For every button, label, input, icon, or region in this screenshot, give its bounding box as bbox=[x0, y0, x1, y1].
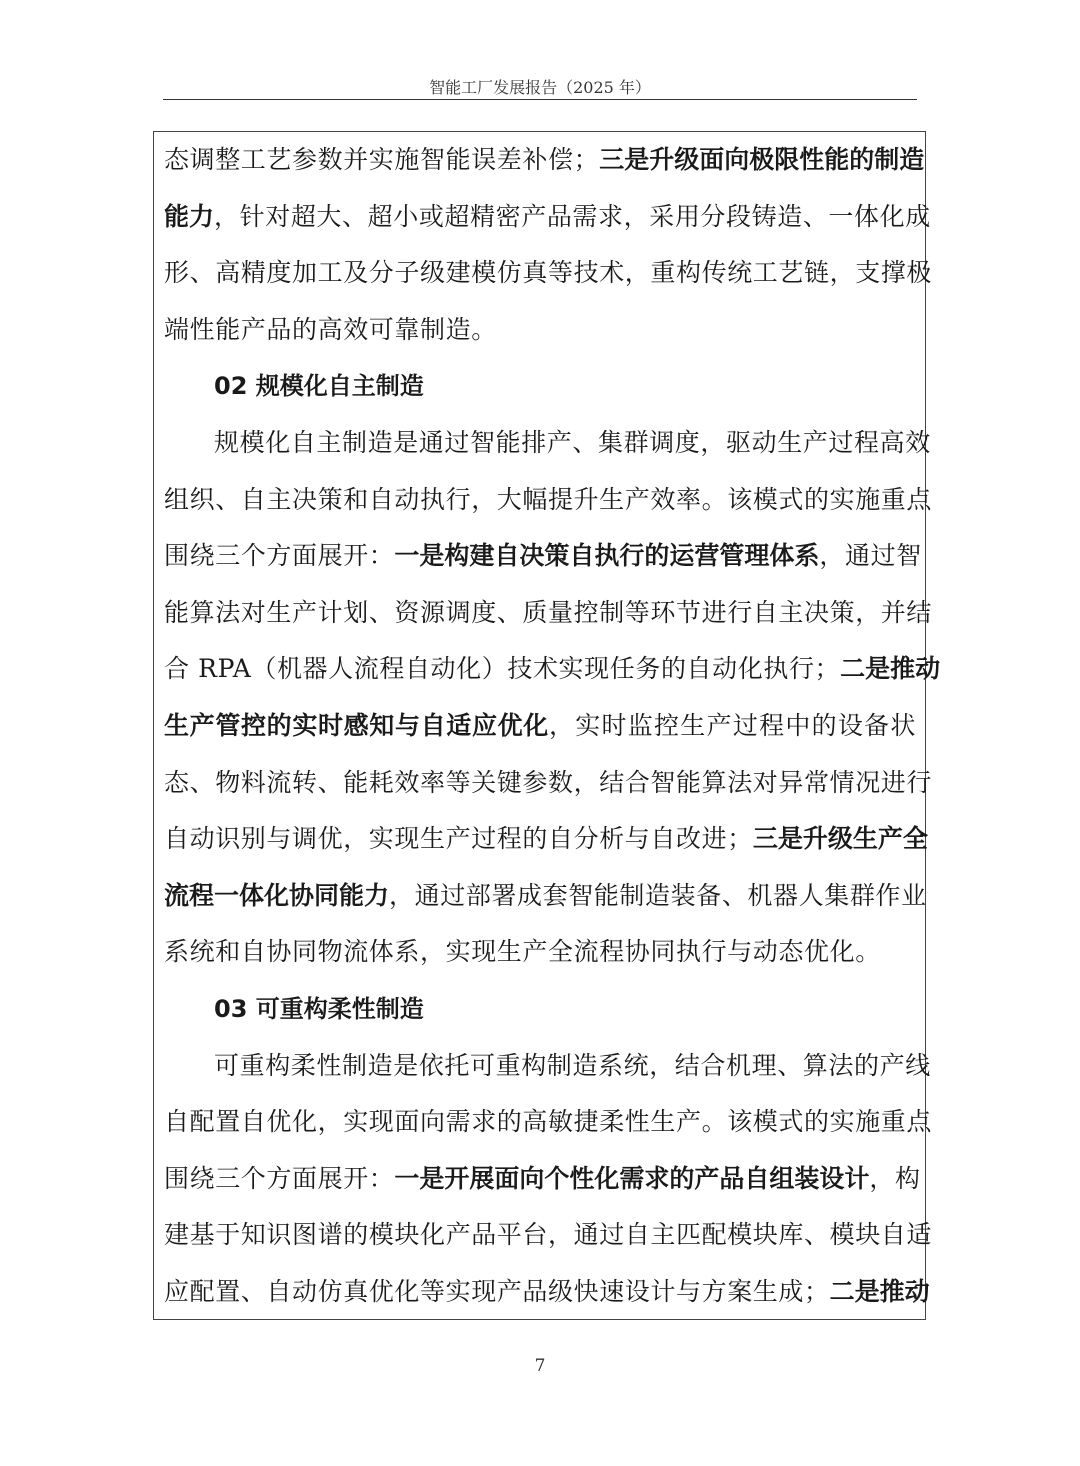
text-run: 应配置、自动仿真优化等实现产品级快速设计与方案生成； bbox=[164, 1276, 830, 1306]
paragraph-extreme-performance bbox=[164, 132, 933, 358]
text-line bbox=[164, 189, 931, 246]
text-run: ，通过部署成套智能制造装备、机器人集群作业 bbox=[389, 880, 927, 910]
header-rule bbox=[163, 99, 917, 100]
running-header: 智能工厂发展报告（2025 年） bbox=[429, 78, 651, 97]
bold-text: 流程一体化协同能力 bbox=[164, 880, 390, 910]
bold-text: 二是推动 bbox=[829, 1276, 930, 1306]
text-line bbox=[164, 641, 941, 698]
page-number: 7 bbox=[534, 1356, 546, 1376]
text-run: 端性能产品的高效可靠制造。 bbox=[164, 314, 497, 344]
text-run: 态调整工艺参数并实施智能误差补偿； bbox=[164, 145, 600, 174]
text-line bbox=[164, 1151, 921, 1208]
text-line bbox=[164, 868, 927, 925]
text-run: ，构 bbox=[869, 1163, 921, 1193]
bold-text: 三是升级生产全 bbox=[752, 824, 928, 854]
text-line bbox=[164, 698, 916, 755]
section-heading-02: 02 规模化自主制造 bbox=[214, 372, 424, 401]
text-line bbox=[164, 755, 933, 812]
bold-text: 能力 bbox=[164, 201, 215, 231]
text-run: 围绕三个方面展开： bbox=[164, 541, 395, 571]
text-line bbox=[164, 415, 931, 472]
bold-text: 一是构建自决策自执行的运营管理体系 bbox=[394, 541, 820, 571]
text-run: 能算法对生产计划、资源调度、质量控制等环节进行自主决策，并结 bbox=[164, 597, 933, 627]
section-heading-03: 03 可重构柔性制造 bbox=[214, 994, 424, 1023]
bold-text: 一是开展面向个性化需求的产品自组装设计 bbox=[394, 1163, 870, 1193]
text-line bbox=[164, 585, 933, 642]
text-line bbox=[164, 1264, 930, 1321]
paragraph-scale-autonomous bbox=[164, 415, 941, 981]
text-line bbox=[164, 924, 916, 981]
text-run: ，针对超大、超小或超精密产品需求，采用分段铸造、一体化成 bbox=[214, 201, 931, 231]
text-run: 建基于知识图谱的模块化产品平台，通过自主匹配模块库、模块自适 bbox=[164, 1220, 933, 1250]
text-run: 组织、自主决策和自动执行，大幅提升生产效率。该模式的实施重点 bbox=[164, 484, 933, 514]
text-run: 规模化自主制造是通过智能排产、集群调度，驱动生产过程高效 bbox=[214, 427, 931, 457]
text-run: 可重构柔性制造是依托可重构制造系统，结合机理、算法的产线 bbox=[214, 1050, 931, 1080]
text-line bbox=[164, 1207, 933, 1264]
text-run: 自动识别与调优，实现生产过程的自分析与自改进； bbox=[164, 824, 753, 854]
text-run: ，通过智 bbox=[819, 541, 922, 571]
text-line bbox=[164, 1038, 931, 1095]
text-run: 形、高精度加工及分子级建模仿真等技术，重构传统工艺链，支撑极 bbox=[164, 258, 933, 288]
bold-text: 三是升级面向极限性能的制造 bbox=[599, 145, 925, 174]
text-line bbox=[164, 811, 928, 868]
bold-text: 生产管控的实时感知与自适应优化 bbox=[164, 710, 549, 740]
content-body bbox=[164, 132, 941, 1320]
text-run: 自配置自优化，实现面向需求的高敏捷柔性生产。该模式的实施重点 bbox=[164, 1107, 933, 1137]
text-run: 围绕三个方面展开： bbox=[164, 1163, 395, 1193]
text-line bbox=[164, 1094, 933, 1151]
text-run: 系统和自协同物流体系，实现生产全流程协同执行与动态优化。 bbox=[164, 937, 881, 967]
text-run: ，实时监控生产过程中的设备状 bbox=[548, 710, 916, 740]
text-line bbox=[164, 245, 933, 302]
text-run: 态、物料流转、能耗效率等关键参数，结合智能算法对异常情况进行 bbox=[164, 767, 933, 797]
text-line bbox=[164, 472, 933, 529]
text-line bbox=[164, 302, 916, 359]
text-line bbox=[164, 132, 925, 189]
content-frame bbox=[153, 131, 941, 1320]
paragraph-reconfigurable-flexible bbox=[164, 1038, 933, 1321]
text-run: 合 RPA（机器人流程自动化）技术实现任务的自动化执行； bbox=[164, 654, 841, 684]
text-line bbox=[164, 528, 922, 585]
bold-text: 二是推动 bbox=[840, 654, 941, 684]
